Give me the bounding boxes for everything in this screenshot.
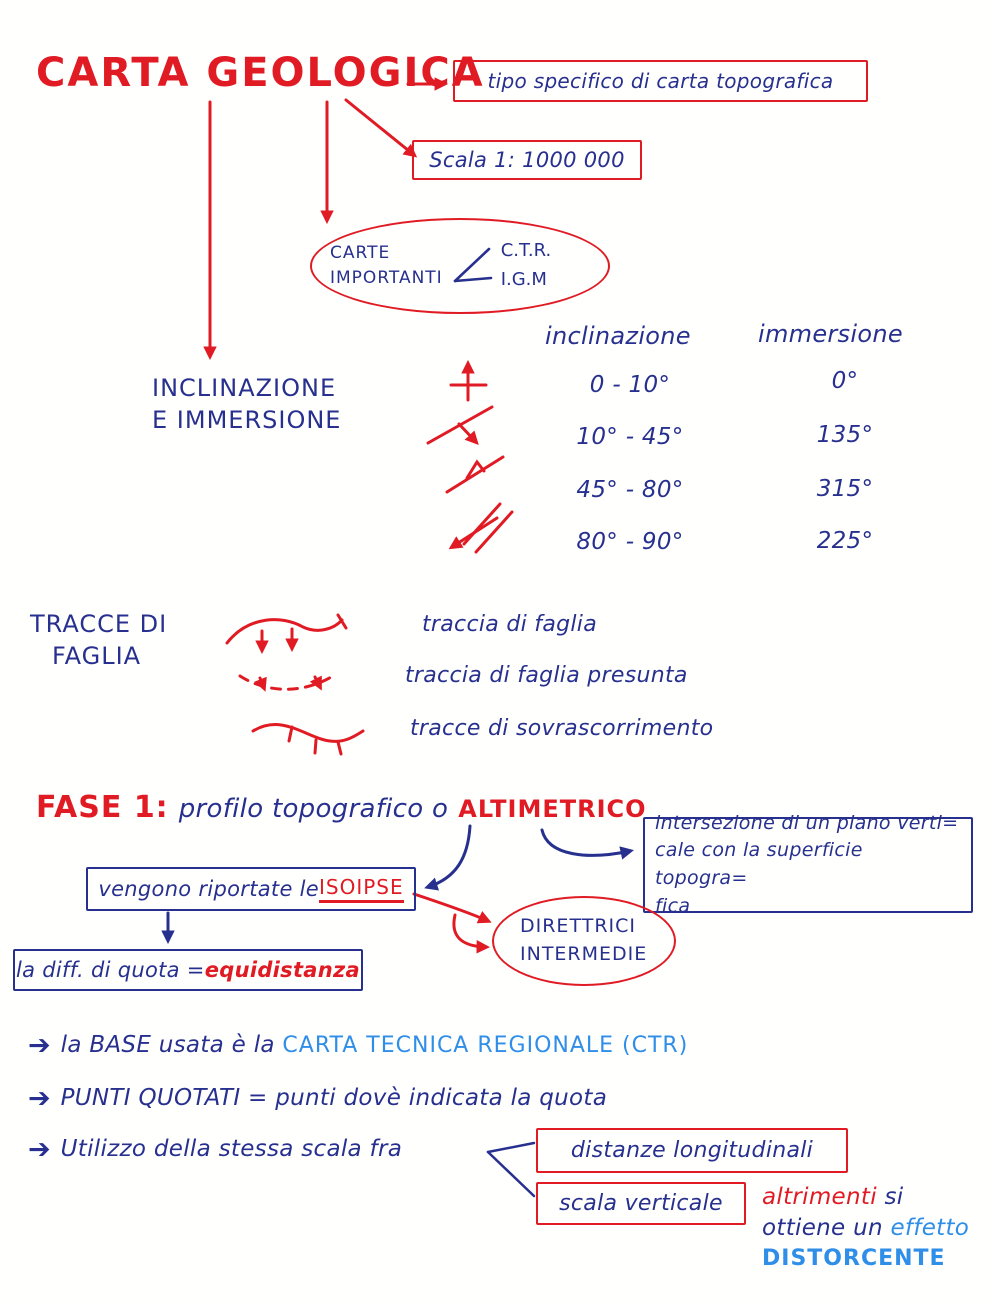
- table-row-cell: 0°: [831, 368, 859, 394]
- scala-verticale-box: [536, 1182, 746, 1225]
- distanze-label: distanze longitudinali: [570, 1138, 814, 1163]
- bullet-arrow-icon: ➔: [28, 1083, 51, 1114]
- carte-item-ctr: C.T.R.: [500, 240, 552, 262]
- fault-trace-presumed-icon: [240, 674, 336, 689]
- tipo-specifico-box: [453, 60, 868, 102]
- arrow-title-to-scala-icon: [346, 100, 414, 155]
- fault-label: tracce di sovrascorrimento: [410, 716, 714, 741]
- scala-box: [412, 140, 642, 180]
- intersezione-line3: fica: [655, 894, 691, 917]
- carte-item-igm: I.G.M: [500, 269, 547, 290]
- table-row-cell: 135°: [816, 422, 874, 448]
- bullet1-text: la BASE usata è la: [60, 1032, 283, 1058]
- quota-box: [13, 949, 363, 991]
- table-row-cell: 80° - 90°: [576, 529, 684, 555]
- dip-symbol-10-45-icon: [428, 407, 492, 443]
- bullet-arrow-icon: ➔: [28, 1134, 51, 1165]
- intersezione-box: [643, 811, 973, 917]
- arrow-isoipse-to-direttrici-lower-icon: [454, 915, 486, 947]
- fase1-label: FASE 1:: [36, 790, 169, 825]
- arrow-altimetrico-to-intersezione-icon: [542, 830, 630, 855]
- quota-prefix: la diff. di quota =: [15, 958, 205, 982]
- isoipse-prefix: vengono riportate le: [98, 877, 319, 901]
- bracket-scala-boxes-icon: [488, 1143, 534, 1196]
- fase1-altimetrico: ALTIMETRICO: [458, 795, 647, 823]
- faglia-heading-line1: TRACCE DI: [30, 610, 168, 638]
- fase1-text: profilo topografico o: [178, 794, 449, 824]
- dip-symbol-0-10-icon: [451, 364, 486, 400]
- warning-ottiene: ottiene un: [762, 1215, 891, 1242]
- faglia-heading: [30, 608, 167, 673]
- overthrust-trace-icon: [253, 725, 363, 754]
- inclinazione-heading-line2: E IMMERSIONE: [152, 406, 342, 435]
- table-row-cell: 225°: [816, 528, 874, 554]
- carte-importanti-label: [330, 241, 443, 292]
- table-row-cell: 315°: [816, 476, 874, 502]
- carte-line2: IMPORTANTI: [330, 268, 443, 288]
- intersezione-line1: intersezione di un piano verti=: [655, 811, 959, 834]
- carte-importanti-ellipse: [310, 218, 610, 314]
- arrow-altimetrico-to-isoipse-icon: [428, 826, 470, 887]
- bullet2-text: PUNTI QUOTATI = punti dovè indicata la quota: [60, 1085, 608, 1111]
- distanze-longitudinali-box: [536, 1128, 848, 1173]
- bullet1-ctr: CARTA TECNICA REGIONALE (CTR): [282, 1033, 689, 1058]
- angle-bracket-icon: [451, 243, 493, 289]
- bullet-arrow-icon: ➔: [28, 1030, 51, 1061]
- bullet-punti-quotati: [28, 1083, 608, 1114]
- tipo-specifico-label: tipo specifico di carta topografica: [487, 69, 834, 93]
- inclinazione-heading: [152, 372, 341, 437]
- table-header-inclinazione: inclinazione: [545, 322, 691, 350]
- fault-label: traccia di faglia: [422, 612, 597, 637]
- scala-label: Scala 1: 1000 000: [429, 148, 625, 172]
- arrow-isoipse-to-direttrici-upper-icon: [414, 894, 488, 921]
- direttrici-line1: DIRETTRICI: [520, 915, 636, 938]
- warning-distorcente: DISTORCENTE: [762, 1246, 946, 1272]
- bullet-base-ctr: [28, 1030, 689, 1061]
- table-header-immersione: immersione: [758, 320, 903, 348]
- intersezione-line2: cale con la superficie topogra=: [655, 839, 863, 889]
- inclinazione-heading-line1: INCLINAZIONE: [152, 374, 337, 402]
- warning-si: si: [884, 1184, 904, 1210]
- isoipse-box: [86, 867, 416, 911]
- carte-line1: CARTE: [330, 242, 391, 263]
- page-title: CARTA GEOLOGICA: [36, 50, 485, 96]
- bullet-stessa-scala: [28, 1134, 403, 1165]
- warning-note: [762, 1182, 987, 1274]
- fault-label: traccia di faglia presunta: [405, 663, 688, 688]
- warning-altrimenti: altrimenti: [762, 1184, 885, 1210]
- faglia-heading-line2: FAGLIA: [52, 642, 142, 671]
- bullet3-text: Utilizzo della stessa scala fra: [60, 1136, 403, 1162]
- quota-highlight: equidistanza: [204, 958, 361, 982]
- direttrici-ellipse: [492, 896, 676, 986]
- fault-trace-icon: [227, 615, 346, 650]
- dip-symbol-45-80-icon: [447, 457, 503, 492]
- table-row-cell: 10° - 45°: [576, 424, 684, 450]
- fase1-heading: [36, 790, 647, 825]
- table-row-cell: 45° - 80°: [576, 477, 684, 503]
- scala-verticale-label: scala verticale: [559, 1191, 723, 1216]
- direttrici-line2: INTERMEDIE: [520, 943, 648, 965]
- dip-symbol-80-90-icon: [452, 504, 512, 552]
- isoipse-highlight: ISOIPSE: [319, 875, 404, 903]
- table-row-cell: 0 - 10°: [589, 372, 671, 398]
- warning-effetto: effetto: [890, 1215, 970, 1242]
- carte-items: [501, 237, 551, 295]
